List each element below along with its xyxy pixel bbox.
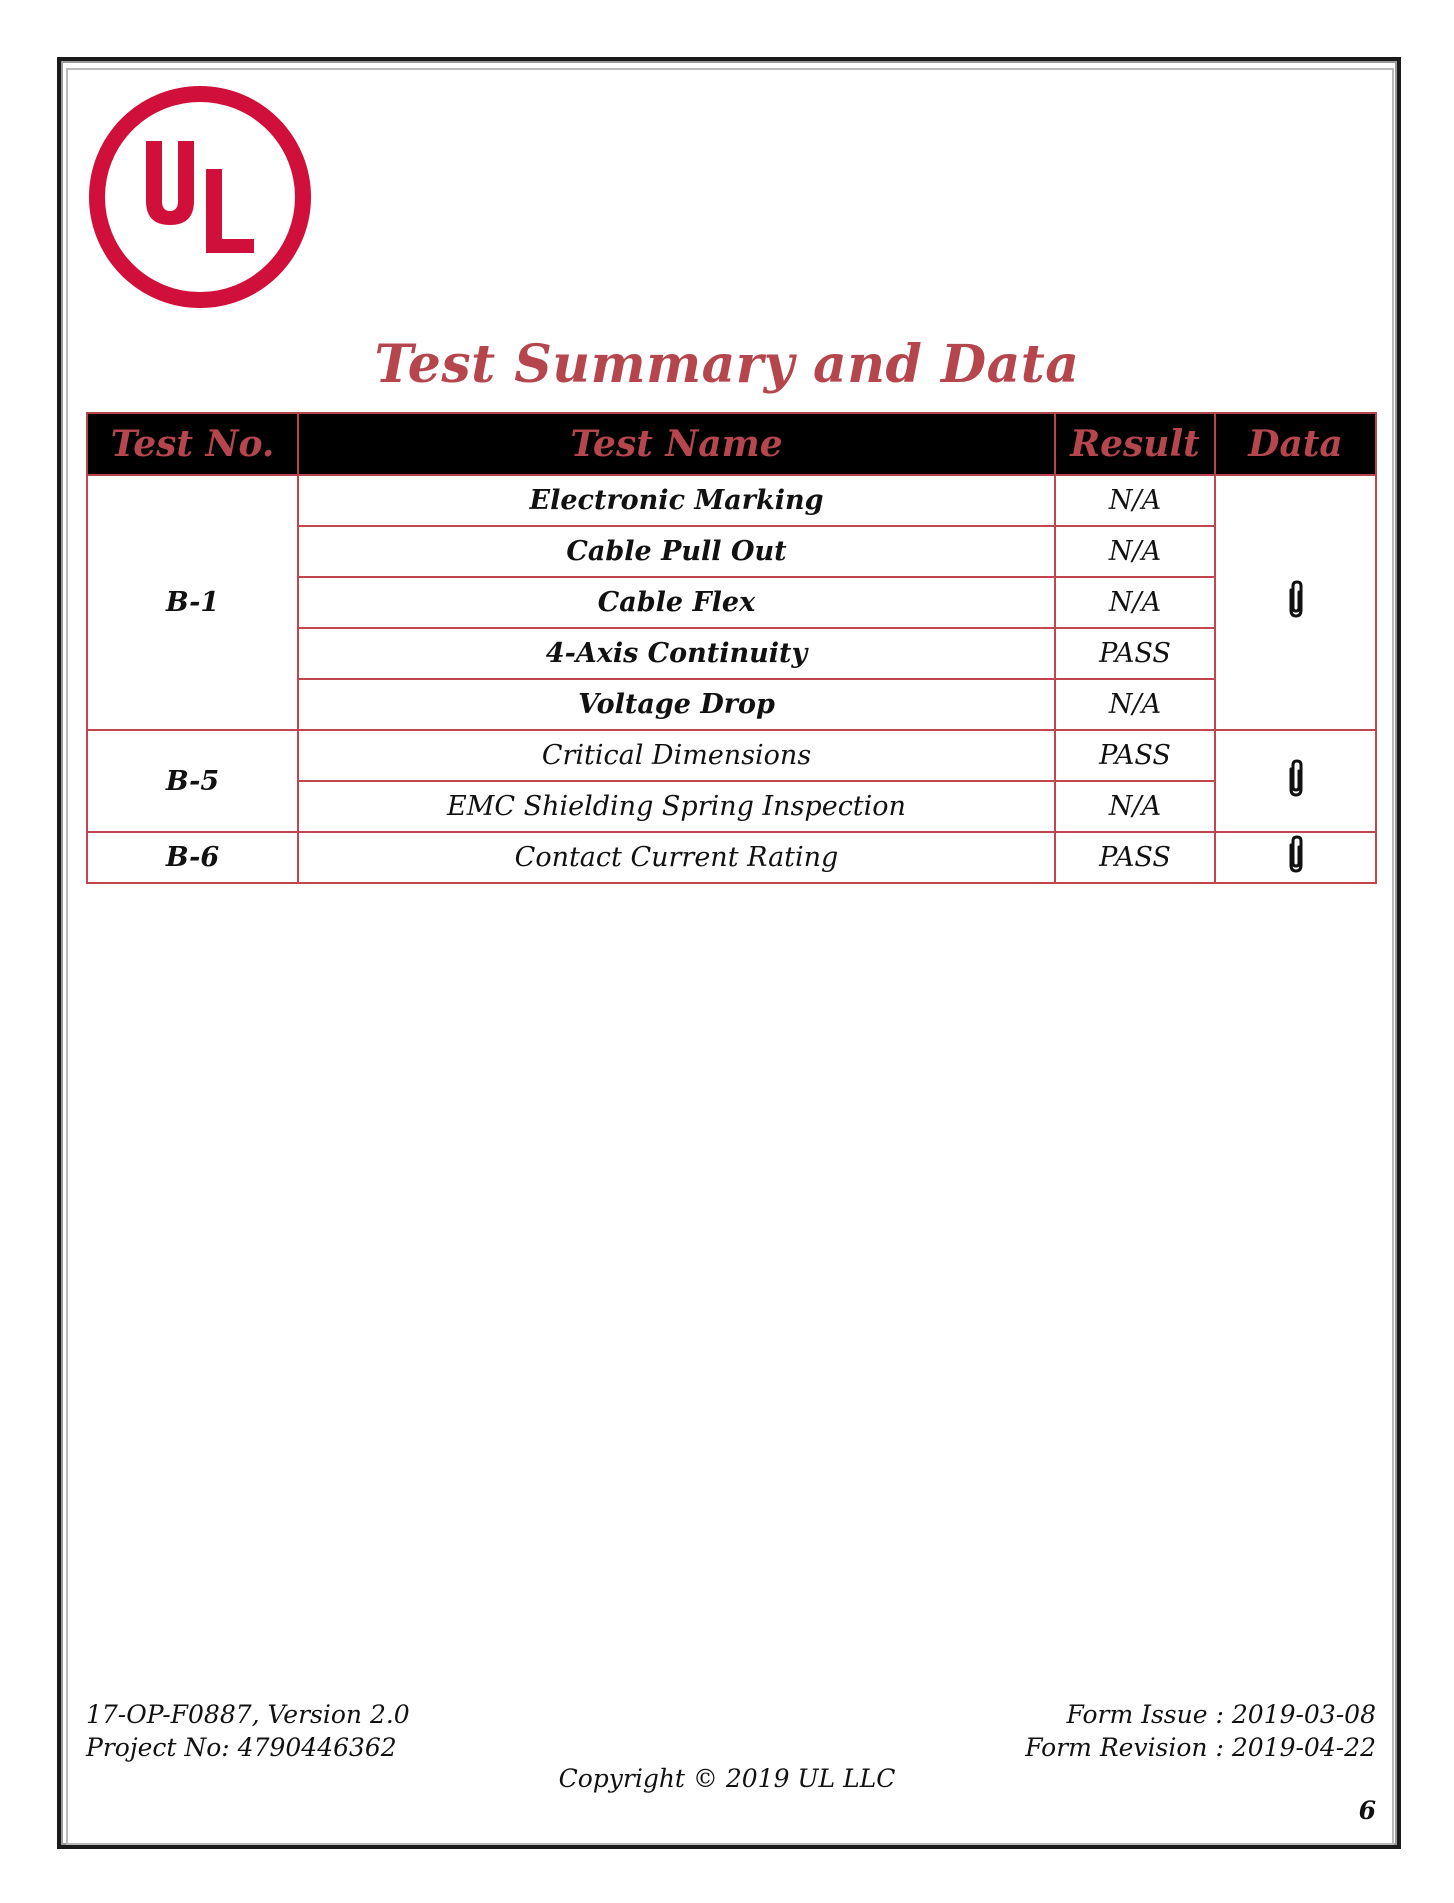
test-name-cell: Contact Current Rating xyxy=(298,832,1055,883)
test-summary-table xyxy=(86,412,1377,884)
result-cell: N/A xyxy=(1055,577,1215,628)
result-cell: N/A xyxy=(1055,781,1215,832)
result-cell: N/A xyxy=(1055,679,1215,730)
test-name-cell: Electronic Marking xyxy=(298,475,1055,526)
test-name-cell: Critical Dimensions xyxy=(298,730,1055,781)
form-id: 17-OP-F0887, Version 2.0 xyxy=(86,1700,410,1729)
paperclip-icon[interactable] xyxy=(1285,833,1307,875)
header-test-no: Test No. xyxy=(87,413,298,475)
paperclip-icon[interactable] xyxy=(1285,757,1307,799)
page-title: Test Summary and Data xyxy=(374,334,1080,395)
result-cell: N/A xyxy=(1055,526,1215,577)
project-number: Project No: 4790446362 xyxy=(86,1733,397,1762)
data-cell xyxy=(1215,475,1376,730)
result-cell: PASS xyxy=(1055,628,1215,679)
test-name-cell: EMC Shielding Spring Inspection xyxy=(298,781,1055,832)
test-no-cell: B-5 xyxy=(87,730,298,832)
table-row xyxy=(87,475,1376,526)
test-name-cell: 4-Axis Continuity xyxy=(298,628,1055,679)
test-no-cell: B-1 xyxy=(87,475,298,730)
header-test-name: Test Name xyxy=(298,413,1055,475)
test-name-cell: Cable Flex xyxy=(298,577,1055,628)
data-cell xyxy=(1215,832,1376,883)
header-result: Result xyxy=(1055,413,1215,475)
footer-left xyxy=(86,1698,410,1764)
header-data: Data xyxy=(1215,413,1376,475)
result-cell: PASS xyxy=(1055,730,1215,781)
page-number: 6 xyxy=(1358,1796,1376,1825)
result-cell: PASS xyxy=(1055,832,1215,883)
copyright: Copyright © 2019 UL LLC xyxy=(558,1764,896,1793)
data-cell xyxy=(1215,730,1376,832)
test-name-cell: Voltage Drop xyxy=(298,679,1055,730)
test-no-cell: B-6 xyxy=(87,832,298,883)
table-row xyxy=(87,832,1376,883)
table-header-row xyxy=(87,413,1376,475)
table-row xyxy=(87,730,1376,781)
footer-right xyxy=(1025,1698,1376,1764)
form-issue: Form Issue : 2019-03-08 xyxy=(1066,1700,1376,1729)
paperclip-icon[interactable] xyxy=(1285,578,1307,620)
ul-logo xyxy=(86,83,314,311)
form-revision: Form Revision : 2019-04-22 xyxy=(1025,1733,1376,1762)
test-name-cell: Cable Pull Out xyxy=(298,526,1055,577)
result-cell: N/A xyxy=(1055,475,1215,526)
